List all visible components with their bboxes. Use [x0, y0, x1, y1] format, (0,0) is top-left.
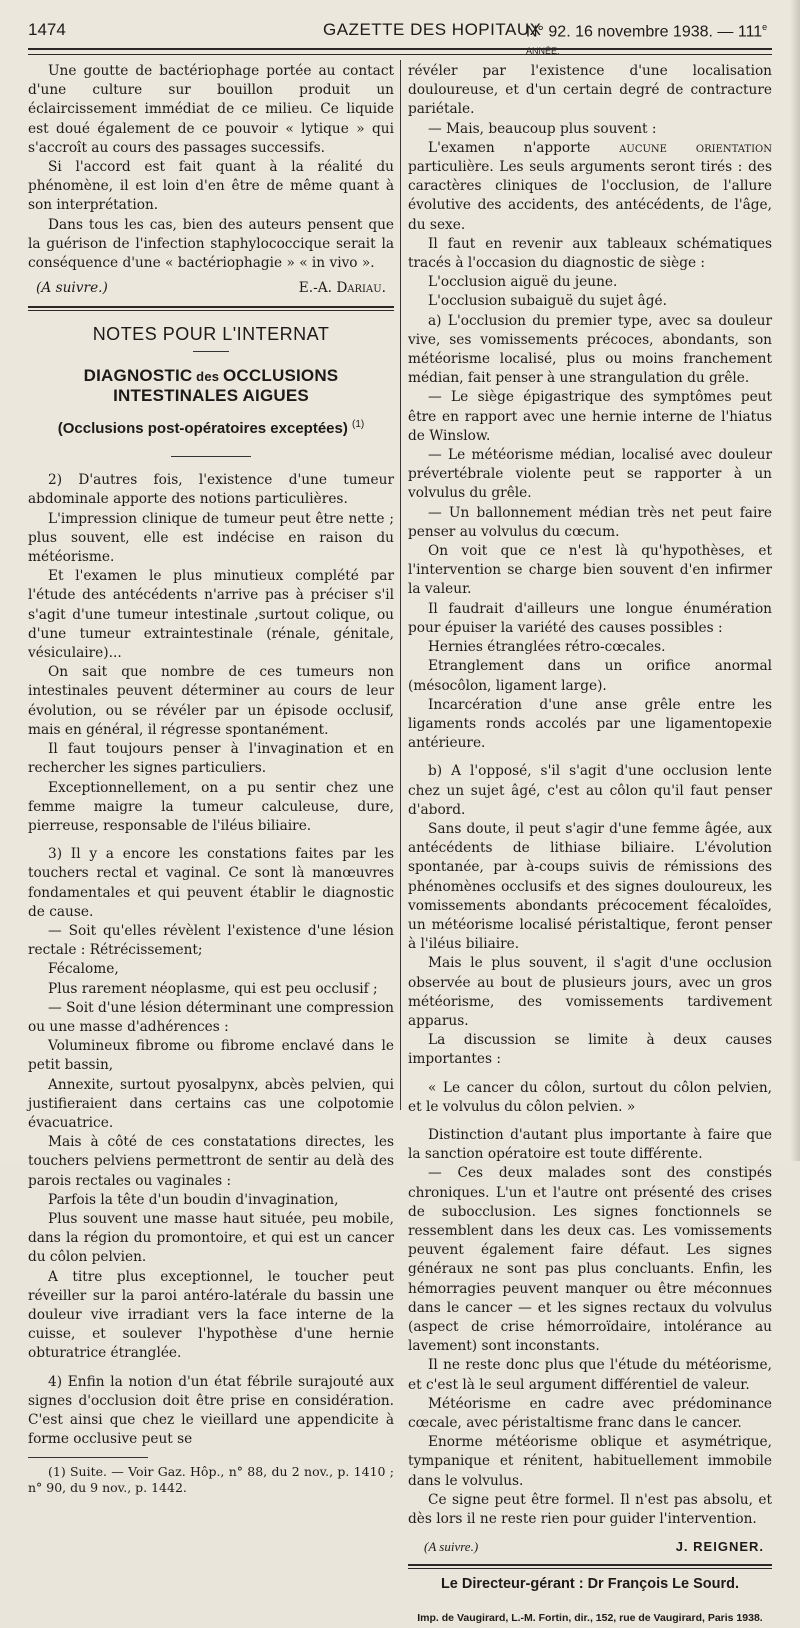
paragraph: Plus rarement néoplasme, qui est peu occlusif ;: [48, 980, 378, 997]
to-be-continued: (A suivre.): [424, 1539, 479, 1555]
paragraph: — Le siège épigastrique des symptômes peut être en rapport avec une hernie interne de l'hiatus de Winslow.: [408, 389, 772, 444]
section-rule: [28, 306, 394, 311]
paragraph: Mais le plus souvent, il s'agit d'une occlusion observée au bout de plusieurs jours, avec un gros météorisme, des vomissements tardivement apparus.: [408, 955, 772, 1029]
paragraph: — Mais, beaucoup plus souvent :: [428, 120, 657, 137]
paragraph: L'occlusion subaiguë du sujet âgé.: [428, 293, 667, 310]
spacer: [28, 836, 394, 845]
spacer: [408, 753, 772, 762]
paragraph: Hernies étranglées rétro-cœcales.: [428, 639, 666, 656]
author-name: J. REIGNER.: [675, 1539, 764, 1555]
paragraph: Plus souvent une masse haut située, peu mobile, dans la région du promontoire, et qui est un cancer du côlon pelvien.: [28, 1210, 394, 1266]
paragraph: Ce signe peut être formel. Il n'est pas absolu, et dès lors il ne reste rien pour guider l'intervention.: [408, 1491, 772, 1528]
article-title-part: des: [192, 368, 223, 384]
section-rule: [408, 1564, 772, 1569]
subtitle-text: (Occlusions post-opératoires exceptées): [57, 420, 348, 438]
paragraph: L'impression clinique de tumeur peut être nette ; plus souvent, elle est indécise en raison du météorisme.: [28, 510, 394, 566]
paragraph: On sait que nombre de ces tumeurs non intestinales peuvent déterminer au cours de leur évolution, ou se révéler par un épisode occlusif, mais en général, il régresse spontanément.: [28, 664, 394, 738]
footnote: (1) Suite. — Voir Gaz. Hôp., n° 88, du 2 nov., p. 1410 ; n° 90, du 9 nov., p. 1442.: [28, 1464, 394, 1496]
director-line: Le Directeur-gérant : Dr François Le Sourd.: [440, 1576, 740, 1593]
issue-year-label: ANNÉE.: [526, 46, 560, 57]
paragraph: La discussion se limite à deux causes importantes :: [408, 1032, 772, 1068]
right-column: [408, 62, 772, 1628]
article-title: [28, 366, 394, 405]
journal-title: GAZETTE DES HOPITAUX: [323, 20, 542, 39]
paragraph: L'occlusion aiguë du jeune.: [428, 274, 618, 291]
paragraph: — Soit d'une lésion déterminant une compression ou une masse d'adhérences :: [28, 999, 394, 1035]
paragraph: Parfois la tête d'un boudin d'invagination,: [48, 1191, 339, 1208]
footnote-ref: (1): [352, 419, 365, 431]
paragraph: 2) D'autres fois, l'existence d'une tumeur abdominale apporte des notions particulières.: [28, 472, 394, 508]
paragraph: Incarcération d'une anse grêle entre les ligaments ronds accolés par une ligamentopexie antérieure.: [408, 696, 772, 752]
paragraph: Enorme météorisme oblique et asymétrique, tympanique et rénitent, habituellement immobile dans le volvulus.: [408, 1434, 772, 1489]
paragraph: Distinction d'autant plus importante à faire que la sanction opératoire est toute différente.: [408, 1126, 772, 1163]
author-name: E.-A. Dariau.: [298, 280, 386, 297]
paragraph: — Soit qu'elles révèlent l'existence d'une lésion rectale : Rétrécissement;: [28, 922, 394, 959]
left-column: [28, 62, 394, 1496]
paragraph: A titre plus exceptionnel, le toucher peut réveiller sur la paroi antéro-latérale du bassin une douleur vive irradiant vers la face interne de la cuisse, et soulever l'hypothèse d'une hernie obturatrice étranglée.: [28, 1268, 394, 1362]
paragraph: b) A l'opposé, s'il s'agit d'une occlusion lente chez un sujet âgé, c'est au côlon qu'il faut penser d'abord.: [408, 763, 772, 818]
divider: [171, 456, 251, 457]
issue-sup: e: [762, 22, 768, 32]
paragraph: Il faut toujours penser à l'invagination et en rechercher les signes particuliers.: [28, 741, 394, 777]
paragraph: — Le météorisme médian, localisé avec douleur prévertébrale violente peut se rapporter à un volvulus du grêle.: [408, 447, 772, 502]
paragraph: « Le cancer du côlon, surtout du côlon pelvien, et le volvulus du côlon pelvien. »: [408, 1079, 772, 1115]
paragraph: Fécalome,: [48, 961, 119, 978]
page-number: 1474: [28, 20, 66, 39]
page-header: [28, 18, 772, 57]
paragraph: — Un ballonnement médian très net peut faire penser au volvulus du cœcum.: [408, 504, 772, 540]
text-run: particulière. Les seuls arguments seront tirés : des caractères cliniques de l'occlusion, de l'allure évolutive des accidents, des antécédents, de l'âge, du sexe.: [408, 159, 772, 233]
column-rule: [400, 60, 401, 1110]
paragraph: 4) Enfin la notion d'un état fébrile surajouté aux signes d'occlusion doit être prise en considération. C'est ainsi que chez le vieillard une appendicite à forme occlusive peut se: [28, 1373, 394, 1448]
text-run: L'examen n'apporte: [428, 139, 620, 156]
article-title-part: DIAGNOSTIC: [83, 365, 193, 385]
issue-main: N° 92. 16 novembre 1938. — 111: [526, 23, 763, 41]
header-rule: [28, 48, 772, 55]
paragraph: On voit que ce n'est là qu'hypothèses, et l'intervention se charge bien souvent d'en infirmer la valeur.: [408, 543, 772, 598]
paragraph: Annexite, surtout pyosalpynx, abcès pelvien, qui justifieraient dans certains cas une colpotomie évacuatrice.: [28, 1076, 394, 1131]
paragraph: Une goutte de bactériophage portée au contact d'une culture sur bouillon produit un éclaircissement immédiat de ce milieu. Ce liquide est doué également de ce pouvoir « lytique » qui s'accroît au cours des passages successifs.: [28, 63, 394, 156]
paragraph: Volumineux fibrome ou fibrome enclavé dans le petit bassin,: [28, 1038, 394, 1074]
paragraph: [408, 139, 772, 235]
spacer: [408, 1070, 772, 1079]
printer-line: Imp. de Vaugirard, L.-M. Fortin, dir., 152, rue de Vaugirard, Paris 1938.: [417, 1611, 763, 1624]
article-subtitle: [28, 415, 394, 438]
divider: [193, 351, 229, 352]
spacer: [28, 1364, 394, 1373]
paragraph: Météorisme en cadre avec prédominance cœcale, avec péristaltisme franc dans le cancer.: [408, 1395, 772, 1432]
article-signature: [408, 1537, 772, 1556]
paragraph: a) L'occlusion du premier type, avec sa douleur vive, ses vomissements précoces, abondants, son météorisme localisé, plus ou moins franchement médian, fait penser à une strangulation du grêle.: [408, 312, 772, 387]
section-heading: NOTES POUR L'INTERNAT: [92, 324, 330, 345]
article-signature: [28, 279, 394, 298]
paragraph: Etranglement dans un orifice anormal (mésocôlon, ligament large).: [408, 658, 772, 694]
to-be-continued: (A suivre.): [36, 280, 108, 297]
text-run: aucune orientation: [619, 139, 772, 156]
paragraph: Exceptionnellement, on a pu sentir chez une femme maigre la tumeur calculeuse, dure, pierreuse, responsable de l'iléus biliaire.: [28, 779, 394, 834]
paragraph: Si l'accord est fait quant à la réalité du phénomène, il est loin d'en être de même quant à son interprétation.: [28, 159, 394, 214]
spacer: [408, 1117, 772, 1126]
paragraph: Il faudrait d'ailleurs une longue énumération pour épuiser la variété des causes possibles :: [408, 600, 772, 636]
paragraph: — Ces deux malades sont des constipés chroniques. L'un et l'autre ont présenté des crises de subocclusion. Les signes fonctionnels se ressemblent dans les deux cas. Les vomissements peuvent également faire défaut. Les signes généraux ne sont pas plus concluants. Enfin, les hémorragies peuvent manquer ou être méconnues dans le cancer — et les signes rectaux du volvulus (aspect de crise hémorroïdaire, intolérance au lavement) sont inconstants.: [408, 1165, 772, 1355]
paragraph: Il ne reste donc plus que l'étude du météorisme, et c'est là le seul argument différentiel de valeur.: [408, 1357, 772, 1393]
paragraph: révéler par l'existence d'une localisation douloureuse, et d'un certain degré de contracture pariétale.: [408, 63, 772, 118]
paragraph: Mais à côté de ces constatations directes, les touchers pelviens permettront de sentir au delà des parois rectales ou vaginales :: [28, 1134, 394, 1189]
article-title-part: OCCLUSIONS INTESTINALES AIGUES: [113, 365, 339, 405]
paragraph: Et l'examen le plus minutieux complété par l'étude des antécédents n'arrive pas à préciser s'il s'agit d'une tumeur intestinale ,surtout colique, ou d'une tumeur extraintestinale (rénale, génitale, vésiculaire)...: [28, 568, 394, 662]
paragraph: Il faut en revenir aux tableaux schématiques tracés à l'occasion du diagnostic de siège :: [408, 235, 772, 272]
footnote-rule: [28, 1457, 148, 1458]
page-edge-shadow: [790, 0, 800, 1161]
paragraph: Sans doute, il peut s'agir d'une femme âgée, aux antécédents de lithiase biliaire. L'évolution spontanée, par à-coups suivis de rémissions des phénomènes occlusifs et des signes douloureux, les vomissements abondants précocement fécaloïdes, un météorisme localisé péristaltique, feront penser à l'iléus biliaire.: [408, 820, 772, 953]
paragraph: Dans tous les cas, bien des auteurs pensent que la guérison de l'infection staphylococcique serait la conséquence d'une « bactériophagie » « in vivo ».: [28, 216, 394, 272]
paragraph: 3) Il y a encore les constations faites par les touchers rectal et vaginal. Ce sont là manœuvres fondamentales et qui peuvent établir le diagnostic de cause.: [28, 846, 394, 920]
